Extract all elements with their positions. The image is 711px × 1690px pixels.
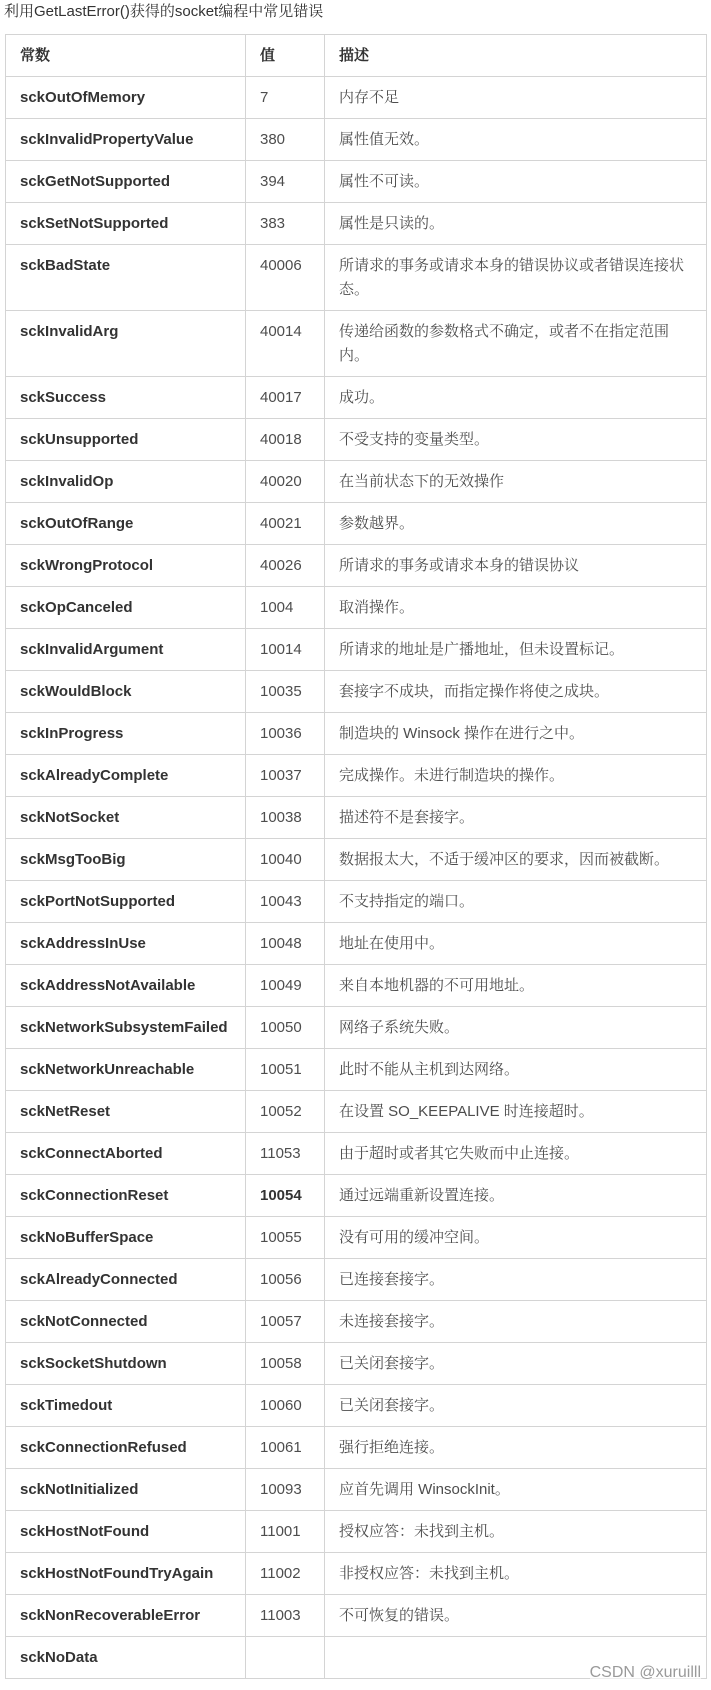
value-cell: 10093	[246, 1469, 325, 1511]
description-cell: 描述符不是套接字。	[325, 797, 707, 839]
table-row	[6, 1469, 707, 1511]
table-caption: 利用GetLastError()获得的socket编程中常见错误	[4, 3, 324, 20]
description-cell: 授权应答：未找到主机。	[325, 1511, 707, 1553]
value-cell: 394	[246, 161, 325, 203]
description-cell: 已关闭套接字。	[325, 1343, 707, 1385]
description-cell: 来自本地机器的不可用地址。	[325, 965, 707, 1007]
description-cell: 已关闭套接字。	[325, 1385, 707, 1427]
value-cell: 10038	[246, 797, 325, 839]
table-row	[6, 461, 707, 503]
description-cell: 通过远端重新设置连接。	[325, 1175, 707, 1217]
table-row	[6, 161, 707, 203]
constant-cell: sckNetworkSubsystemFailed	[6, 1007, 246, 1049]
description-cell: 数据报太大，不适于缓冲区的要求，因而被截断。	[325, 839, 707, 881]
constant-cell: sckWrongProtocol	[6, 545, 246, 587]
value-cell: 10055	[246, 1217, 325, 1259]
table-row	[6, 671, 707, 713]
table-row	[6, 1427, 707, 1469]
constant-cell: sckInvalidPropertyValue	[6, 119, 246, 161]
description-cell: 参数越界。	[325, 503, 707, 545]
table-row	[6, 1301, 707, 1343]
value-cell: 11053	[246, 1133, 325, 1175]
constant-cell: sckUnsupported	[6, 419, 246, 461]
constant-cell: sckInvalidArgument	[6, 629, 246, 671]
table-row	[6, 1217, 707, 1259]
table-row	[6, 1007, 707, 1049]
description-cell: 属性不可读。	[325, 161, 707, 203]
value-cell: 11003	[246, 1595, 325, 1637]
header-constant: 常数	[6, 35, 246, 77]
value-cell: 10048	[246, 923, 325, 965]
constant-cell: sckInProgress	[6, 713, 246, 755]
table-row	[6, 881, 707, 923]
value-cell: 10052	[246, 1091, 325, 1133]
description-cell: 应首先调用 WinsockInit。	[325, 1469, 707, 1511]
description-cell: 此时不能从主机到达网络。	[325, 1049, 707, 1091]
table-header	[6, 35, 707, 77]
value-cell: 10060	[246, 1385, 325, 1427]
description-cell: 所请求的地址是广播地址，但未设置标记。	[325, 629, 707, 671]
table-row	[6, 839, 707, 881]
table-row	[6, 203, 707, 245]
constant-cell: sckOutOfMemory	[6, 77, 246, 119]
constant-cell: sckNetReset	[6, 1091, 246, 1133]
constant-cell: sckWouldBlock	[6, 671, 246, 713]
table-row	[6, 545, 707, 587]
value-cell	[246, 1637, 325, 1679]
constant-cell: sckAlreadyConnected	[6, 1259, 246, 1301]
description-cell: 内存不足	[325, 77, 707, 119]
value-cell: 10061	[246, 1427, 325, 1469]
description-cell: 制造块的 Winsock 操作在进行之中。	[325, 713, 707, 755]
value-cell: 10056	[246, 1259, 325, 1301]
table-row	[6, 503, 707, 545]
constant-cell: sckPortNotSupported	[6, 881, 246, 923]
value-cell: 10040	[246, 839, 325, 881]
header-value: 值	[246, 35, 325, 77]
description-cell: 属性值无效。	[325, 119, 707, 161]
value-cell: 40017	[246, 377, 325, 419]
description-cell: 所请求的事务或请求本身的错误协议	[325, 545, 707, 587]
value-cell: 11001	[246, 1511, 325, 1553]
description-cell: 不支持指定的端口。	[325, 881, 707, 923]
constant-cell: sckGetNotSupported	[6, 161, 246, 203]
header-description: 描述	[325, 35, 707, 77]
constant-cell: sckInvalidArg	[6, 311, 246, 377]
table-row	[6, 1511, 707, 1553]
constant-cell: sckHostNotFound	[6, 1511, 246, 1553]
description-cell: 不受支持的变量类型。	[325, 419, 707, 461]
table-row	[6, 965, 707, 1007]
table-row	[6, 1175, 707, 1217]
constant-cell: sckOutOfRange	[6, 503, 246, 545]
constant-cell: sckNotConnected	[6, 1301, 246, 1343]
constant-cell: sckNonRecoverableError	[6, 1595, 246, 1637]
constant-cell: sckHostNotFoundTryAgain	[6, 1553, 246, 1595]
constant-cell: sckTimedout	[6, 1385, 246, 1427]
table-row	[6, 1553, 707, 1595]
value-cell: 383	[246, 203, 325, 245]
description-cell: 非授权应答：未找到主机。	[325, 1553, 707, 1595]
value-cell: 10014	[246, 629, 325, 671]
table-row	[6, 713, 707, 755]
table-row	[6, 587, 707, 629]
value-cell: 40014	[246, 311, 325, 377]
description-cell: 未连接套接字。	[325, 1301, 707, 1343]
constant-cell: sckNetworkUnreachable	[6, 1049, 246, 1091]
description-cell: 属性是只读的。	[325, 203, 707, 245]
constant-cell: sckConnectionRefused	[6, 1427, 246, 1469]
description-cell: 在设置 SO_KEEPALIVE 时连接超时。	[325, 1091, 707, 1133]
description-cell: 没有可用的缓冲空间。	[325, 1217, 707, 1259]
description-cell: 由于超时或者其它失败而中止连接。	[325, 1133, 707, 1175]
constant-cell: sckBadState	[6, 245, 246, 311]
csdn-watermark: CSDN @xuruilll	[589, 1664, 701, 1681]
value-cell: 10054	[246, 1175, 325, 1217]
description-cell: 所请求的事务或请求本身的错误协议或者错误连接状态。	[325, 245, 707, 311]
value-cell: 40020	[246, 461, 325, 503]
description-cell: 取消操作。	[325, 587, 707, 629]
table-row	[6, 77, 707, 119]
constant-cell: sckNotInitialized	[6, 1469, 246, 1511]
constant-cell: sckConnectionReset	[6, 1175, 246, 1217]
value-cell: 10058	[246, 1343, 325, 1385]
constant-cell: sckInvalidOp	[6, 461, 246, 503]
constant-cell: sckConnectAborted	[6, 1133, 246, 1175]
table-row	[6, 1091, 707, 1133]
constant-cell: sckMsgTooBig	[6, 839, 246, 881]
description-cell: 套接字不成块，而指定操作将使之成块。	[325, 671, 707, 713]
description-cell: 传递给函数的参数格式不确定，或者不在指定范围内。	[325, 311, 707, 377]
table-body	[6, 77, 707, 1679]
value-cell: 40021	[246, 503, 325, 545]
table-row	[6, 1595, 707, 1637]
value-cell: 11002	[246, 1553, 325, 1595]
constant-cell: sckAlreadyComplete	[6, 755, 246, 797]
value-cell: 10036	[246, 713, 325, 755]
table-row	[6, 311, 707, 377]
error-code-table	[5, 34, 707, 1679]
value-cell: 40026	[246, 545, 325, 587]
value-cell: 10043	[246, 881, 325, 923]
table-row	[6, 629, 707, 671]
constant-cell: sckSetNotSupported	[6, 203, 246, 245]
table-row	[6, 923, 707, 965]
description-cell: 地址在使用中。	[325, 923, 707, 965]
header-row	[6, 35, 707, 77]
constant-cell: sckOpCanceled	[6, 587, 246, 629]
table-row	[6, 1385, 707, 1427]
value-cell: 10050	[246, 1007, 325, 1049]
constant-cell: sckAddressInUse	[6, 923, 246, 965]
value-cell: 40018	[246, 419, 325, 461]
value-cell: 40006	[246, 245, 325, 311]
description-cell: 完成操作。未进行制造块的操作。	[325, 755, 707, 797]
description-cell: 成功。	[325, 377, 707, 419]
table-row	[6, 245, 707, 311]
constant-cell: sckAddressNotAvailable	[6, 965, 246, 1007]
table-row	[6, 1133, 707, 1175]
table-row	[6, 1049, 707, 1091]
value-cell: 10051	[246, 1049, 325, 1091]
value-cell: 10037	[246, 755, 325, 797]
value-cell: 7	[246, 77, 325, 119]
table-row	[6, 755, 707, 797]
table-row	[6, 1259, 707, 1301]
description-cell: 不可恢复的错误。	[325, 1595, 707, 1637]
value-cell: 380	[246, 119, 325, 161]
description-cell: 网络子系统失败。	[325, 1007, 707, 1049]
table-row	[6, 119, 707, 161]
constant-cell: sckNotSocket	[6, 797, 246, 839]
constant-cell: sckSocketShutdown	[6, 1343, 246, 1385]
value-cell: 10057	[246, 1301, 325, 1343]
constant-cell: sckSuccess	[6, 377, 246, 419]
constant-cell: sckNoData	[6, 1637, 246, 1679]
value-cell: 10035	[246, 671, 325, 713]
table-row	[6, 1343, 707, 1385]
value-cell: 10049	[246, 965, 325, 1007]
description-cell: 在当前状态下的无效操作	[325, 461, 707, 503]
constant-cell: sckNoBufferSpace	[6, 1217, 246, 1259]
value-cell: 1004	[246, 587, 325, 629]
table-row	[6, 797, 707, 839]
table-row	[6, 377, 707, 419]
table-row	[6, 419, 707, 461]
description-cell: 已连接套接字。	[325, 1259, 707, 1301]
description-cell: 强行拒绝连接。	[325, 1427, 707, 1469]
